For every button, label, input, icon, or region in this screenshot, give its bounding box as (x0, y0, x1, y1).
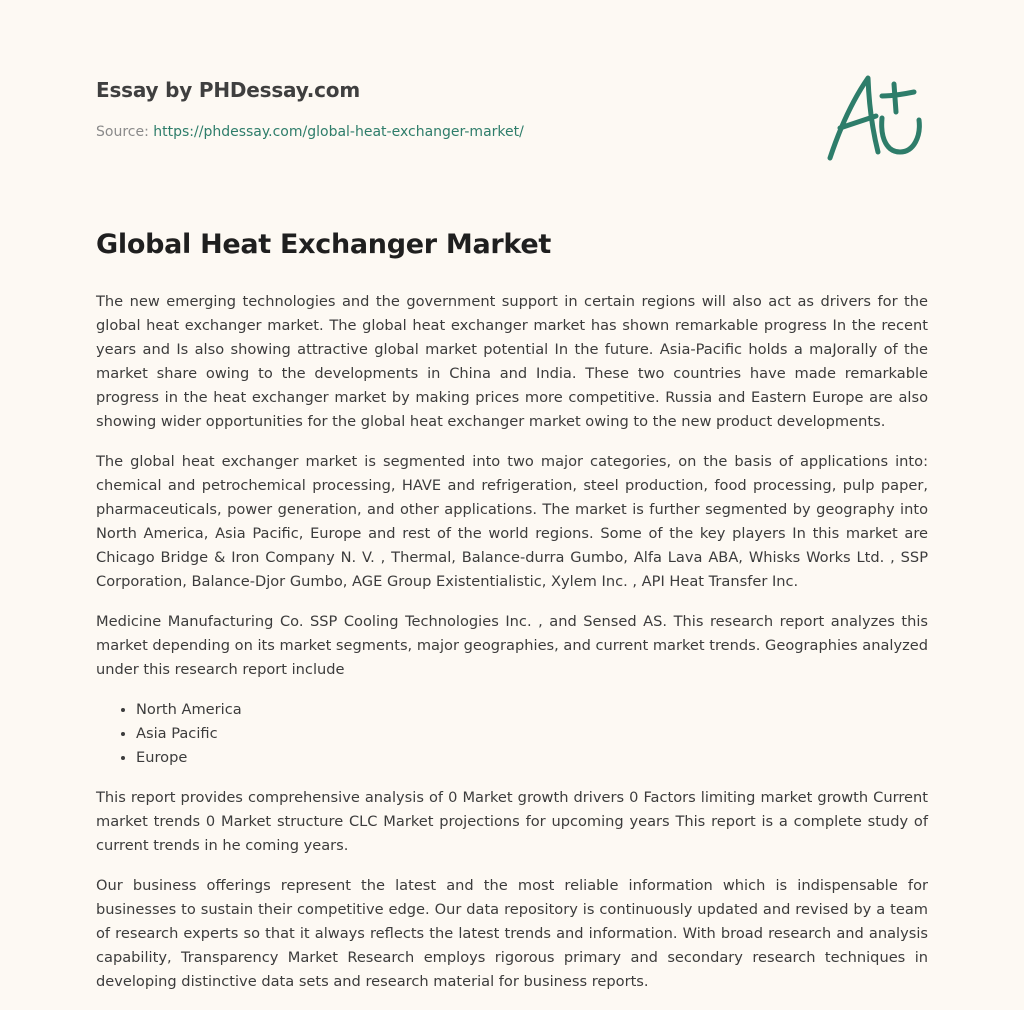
a-plus-logo-icon (822, 66, 932, 166)
paragraph: The global heat exchanger market is segmented into two major categories, on the basis of applications into: chemical and petrochemical processing, HAVE and refrigeration, steel production, food processing, pulp paper, pharmaceuticals, power generation, and other applications. The market is further segmented by geography into North America, Asia Pacific, Europe and rest of the world regions. Some of the key players In this market are Chicago Bridge & Iron Company N. V. , Thermal, Balance-durra Gumbo, Alfa Lava ABA, Whisks Works Ltd. , SSP Corporation, Balance-Djor Gumbo, AGE Group Existentialistic, Xylem Inc. , API Heat Transfer Inc. (96, 453, 928, 590)
paragraph: The new emerging technologies and the government support in certain regions will also act as drivers for the global heat exchanger market. The global heat exchanger market has shown remarkable progress In the recent years and Is also showing attractive global market potential In the future. Asia-Pacific holds a maJorally of the market share owing to the developments in China and India. These two countries have made remarkable progress in the heat exchanger market by making prices more competitive. Russia and Eastern Europe are also showing wider opportunities for the global heat exchanger market owing to the new product developments. (96, 293, 928, 430)
article (96, 226, 928, 1010)
source-line (96, 122, 696, 142)
paragraph: This report provides comprehensive analysis of 0 Market growth drivers 0 Factors limiting market growth Current market trends 0 Market structure CLC Market projections for upcoming years This report is a complete study of current trends in he coming years. (96, 789, 928, 854)
paragraph: Our business offerings represent the latest and the most reliable information which is indispensable for businesses to sustain their competitive edge. Our data repository is continuously updated and revised by a team of research experts so that it always reflects the latest trends and information. With broad research and analysis capability, Transparency Market Research employs rigorous primary and secondary research techniques in developing distinctive data sets and research material for business reports. (96, 877, 928, 990)
page-title: Global Heat Exchanger Market (96, 229, 551, 260)
source-label: Source: (96, 124, 154, 140)
source-link[interactable]: https://phdessay.com/global-heat-exchanger-market/ (153, 124, 524, 140)
site-brand: Essay by PHDessay.com (96, 78, 360, 102)
list-item: • North America (136, 698, 928, 722)
paragraph: Medicine Manufacturing Co. SSP Cooling Technologies Inc. , and Sensed AS. This research report analyzes this market depending on its market segments, major geographies, and current market trends. Geographies analyzed under this research report include (96, 613, 928, 678)
list-item: • Asia Pacific (136, 722, 928, 746)
page-header (96, 76, 696, 142)
list-item: • Europe (136, 746, 928, 770)
geography-list (96, 698, 928, 770)
